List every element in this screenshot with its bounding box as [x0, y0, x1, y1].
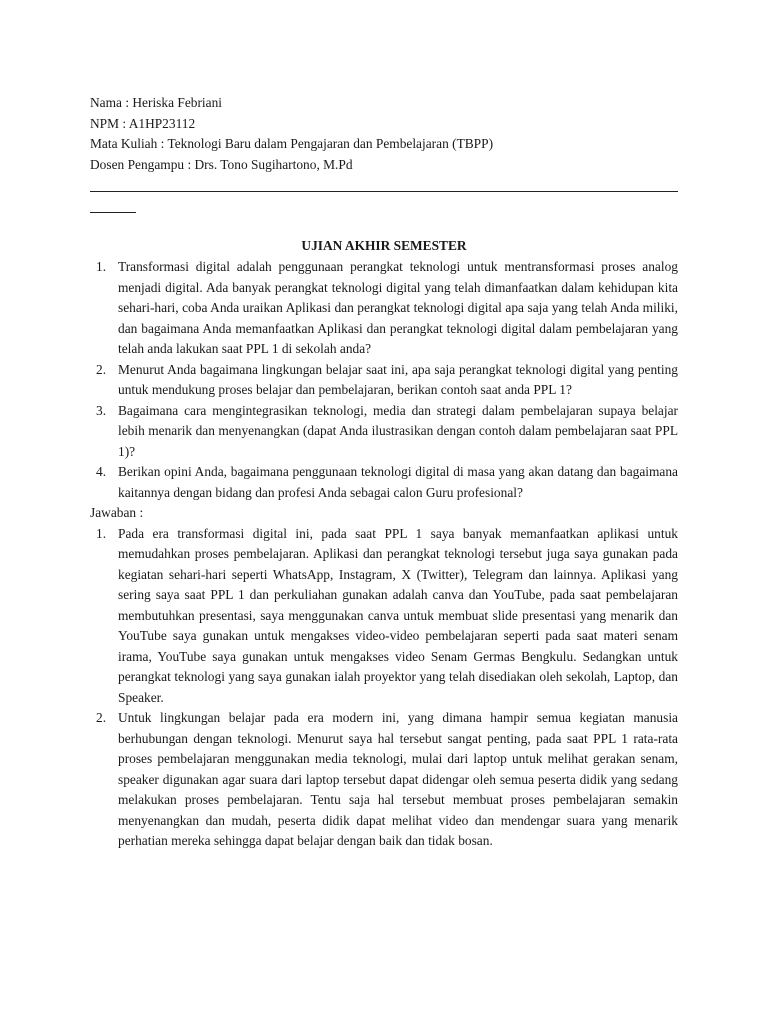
- answer-item: [90, 524, 678, 709]
- lecturer-name: Dosen Pengampu : Drs. Tono Sugihartono, M.Pd: [90, 156, 353, 172]
- answer-number: 1.: [96, 525, 107, 541]
- answer-number: 2.: [96, 710, 107, 725]
- question-text: Menurut Anda bagaimana lingkungan belajar saat ini, apa saja perangkat teknologi digital yang penting untuk mendukung proses belajar dan pembelajaran, berikan contoh saat anda PPL 1?: [118, 361, 678, 397]
- student-npm: NPM : A1HP23112: [90, 115, 196, 131]
- question-text: Transformasi digital adalah penggunaan perangkat teknologi untuk mentransformasi proses analog menjadi digital. Ada banyak perangkat teknologi digital yang telah dimanfaatkan dalam kehidupan kita sehari-hari, coba Anda uraikan Aplikasi dan perangkat teknologi digital apa saja yang telah Anda miliki, dan bagaimana Anda memanfaatkan Aplikasi dan perangkat teknologi digital dalam pembelajaran yang telah anda lakukan saat PPL 1 di sekolah anda?: [118, 259, 678, 356]
- question-number: 4.: [96, 464, 107, 479]
- student-info: [90, 93, 678, 175]
- question-item: [90, 462, 678, 503]
- answer-text: Pada era transformasi digital ini, pada saat PPL 1 saya banyak memanfaatkan aplikasi untuk memudahkan proses pembelajaran. Aplikasi dan perangkat teknologi tersebut juga saya gunakan pada kegiatan sehari-hari seperti WhatsApp, Instagram, X (Twitter), Telegram dan lainnya. Aplikasi yang sering saya saat PPL 1 dan perkuliahan gunakan adalah canva dan YouTube, pada saat pembelajaran membutuhkan presentasi, saya menggunakan canva untuk membuat slide presentasi yang menarik dan YouTube saya gunakan untuk mengakses video-video pembelajaran seperti pada saat materi senam irama, YouTube saya gunakan untuk mengakses video Senam Germas Bengkulu. Sedangkan untuk perangkat teknologi yang saya gunakan ialah proyektor yang telah disediakan oleh sekolah, Laptop, dan Speaker.: [118, 525, 678, 705]
- student-name: Nama : Heriska Febriani: [90, 95, 223, 110]
- question-text: Berikan opini Anda, bagaimana penggunaan teknologi digital di masa yang akan datang dan bagaimana kaitannya dengan bidang dan profesi Anda sebagai calon Guru profesional?: [118, 464, 678, 500]
- question-number: 3.: [96, 402, 107, 418]
- questions-section: [90, 257, 678, 852]
- answer-item: [90, 708, 678, 852]
- question-number: 2.: [96, 361, 107, 377]
- question-item: [90, 360, 678, 401]
- answer-label: Jawaban :: [90, 505, 144, 520]
- course-name: Mata Kuliah : Teknologi Baru dalam Pengajaran dan Pembelajaran (TBPP): [90, 136, 494, 151]
- question-text: Bagaimana cara mengintegrasikan teknologi, media dan strategi dalam pembelajaran supaya belajar lebih menarik dan menyenangkan (dapat Anda ilustrasikan dengan contoh dalam pembelajaran saat PPL 1)?: [118, 402, 678, 459]
- answer-list: [90, 524, 678, 852]
- question-item: [90, 401, 678, 463]
- question-list: [90, 257, 678, 503]
- separator-line: [90, 191, 678, 192]
- question-number: 1.: [96, 259, 107, 274]
- answer-text: Untuk lingkungan belajar pada era modern ini, yang dimana hampir semua kegiatan manusia berhubungan dengan teknologi. Menurut saya hal tersebut sangat penting, pada saat PPL 1 rata-rata proses pembelajaran menggunakan media teknologi, mulai dari laptop untuk melihat gerakan senam, speaker digunakan agar suara dari laptop tersebut dapat didengar oleh semua peserta didik yang sedang melakukan proses pembelajaran. Tentu saja hal tersebut membuat proses pembelajaran semakin menyenangkan dan mudah, peserta didik dapat melihat video dan mendengar suara yang menarik perhatian mereka sehingga dapat belajar dengan baik dan tidak bosan.: [118, 710, 678, 848]
- separator-line-continuation: [90, 212, 136, 213]
- exam-title: UJIAN AKHIR SEMESTER: [301, 238, 467, 253]
- question-item: [90, 257, 678, 360]
